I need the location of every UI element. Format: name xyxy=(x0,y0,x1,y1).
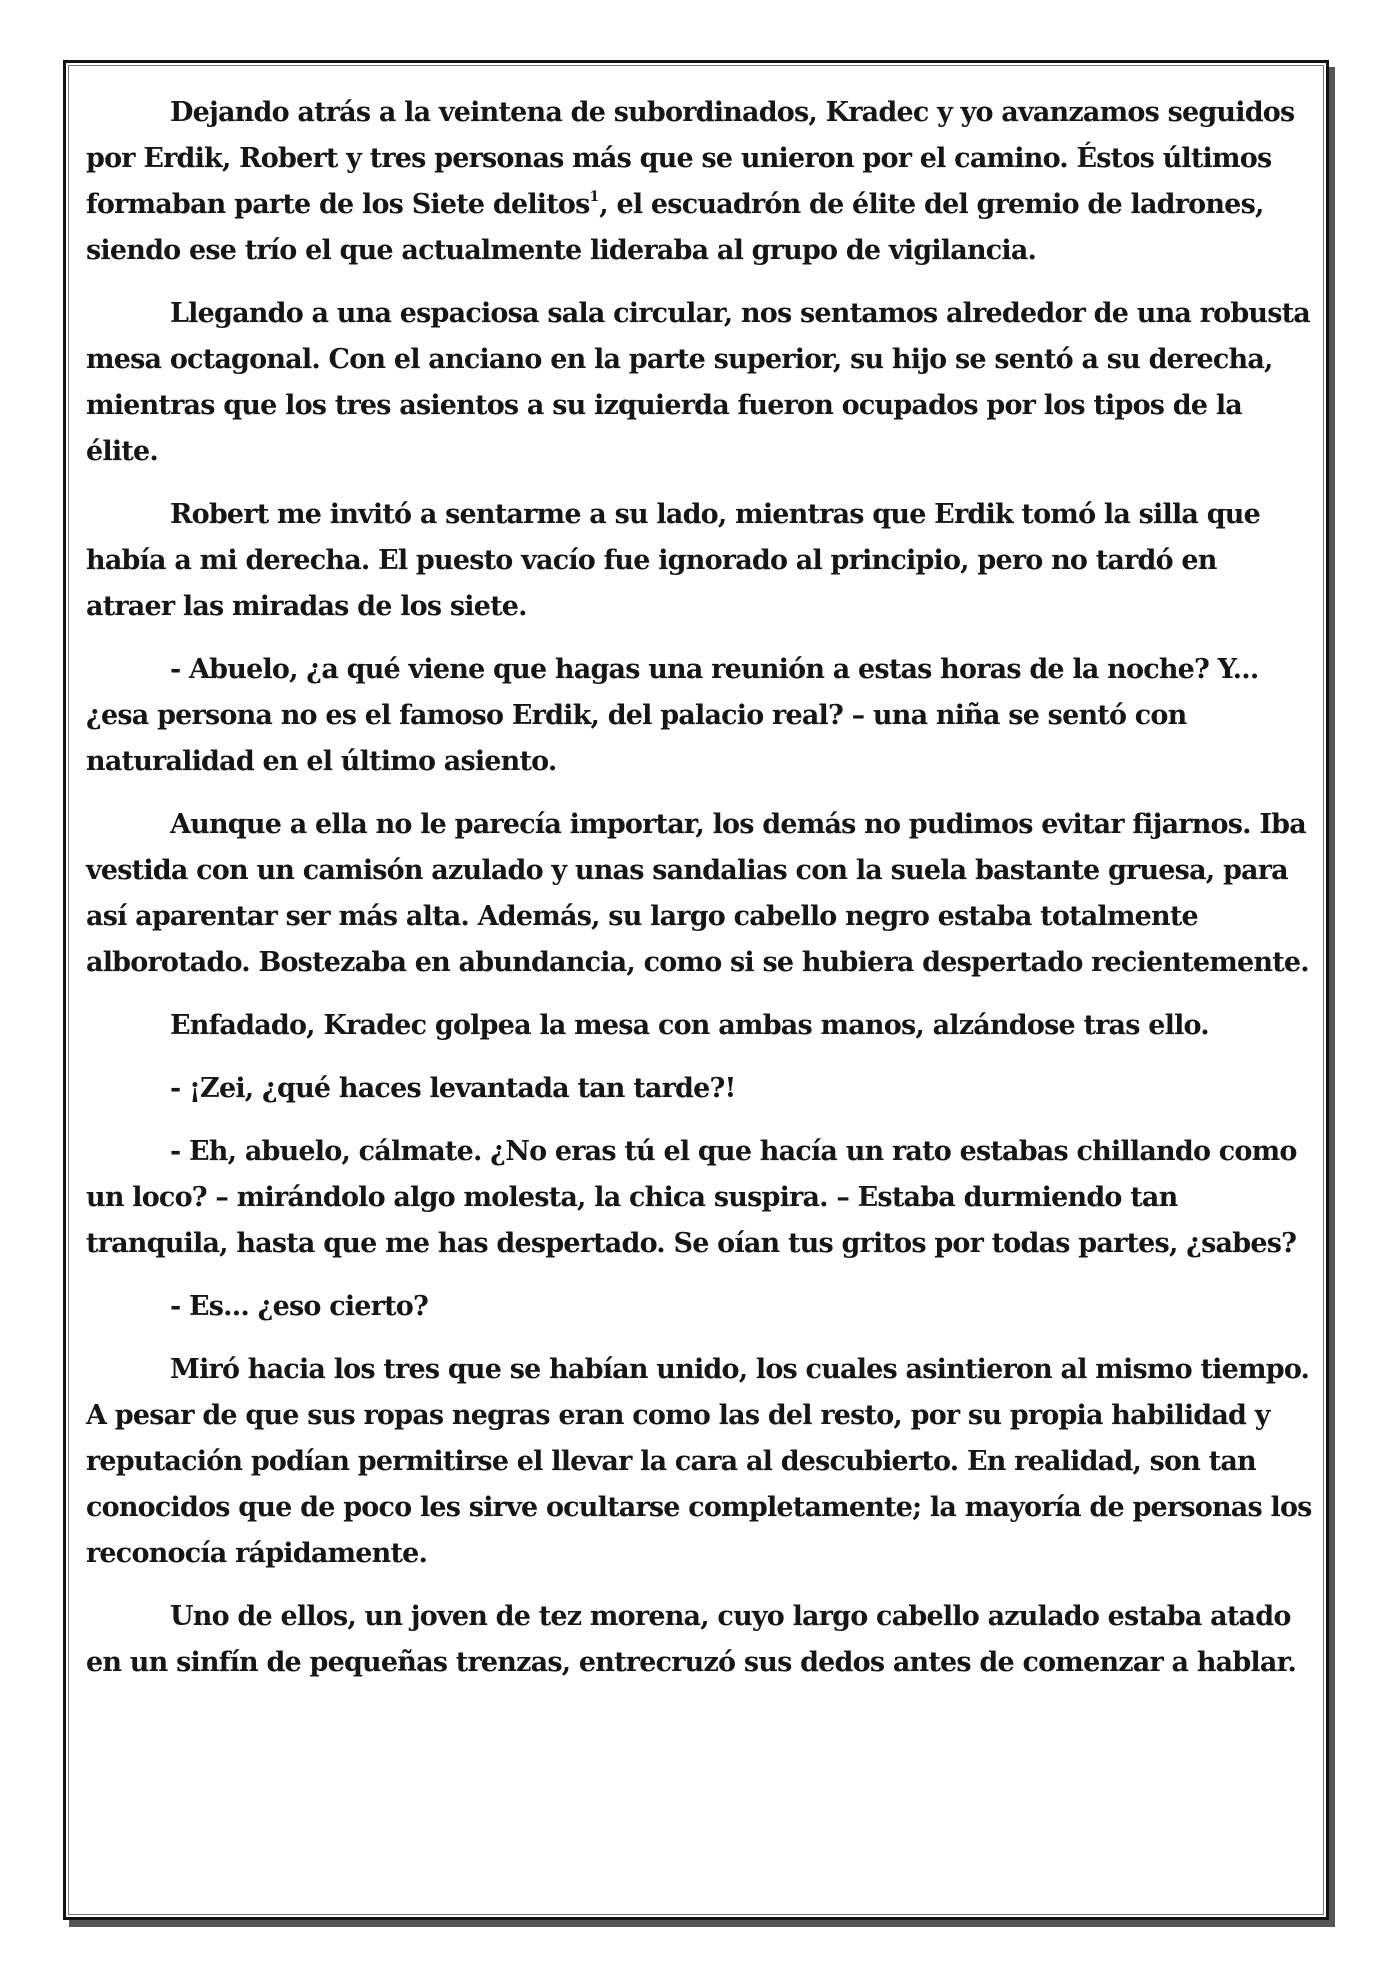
footnote-reference: 1 xyxy=(589,189,600,205)
paragraph-5: Aunque a ella no le parecía importar, los demás no pudimos evitar fijarnos. Iba vestida con un camisón azulado y unas sandalias con la suela bastante gruesa, para así aparentar ser más alta. Además, su largo cabello negro estaba totalmente alborotado. Bostezaba en abundancia, como si se hubiera despertado recientemente. xyxy=(86,809,1309,978)
paragraph-11: Uno de ellos, un joven de tez morena, cuyo largo cabello azulado estaba atado en un sinfín de pequeñas trenzas, entrecruzó sus dedos antes de comenzar a hablar. xyxy=(86,1601,1297,1678)
dialogue-line-1: - Abuelo, ¿a qué viene que hagas una reunión a estas horas de la noche? Y... ¿esa persona no es el famoso Erdik, del palacio real? – una niña se sentó con naturalidad en el último asiento. xyxy=(86,654,1259,777)
dialogue-line-4: - Es... ¿eso cierto? xyxy=(170,1291,428,1322)
dialogue-line-2: - ¡Zei, ¿qué haces levantada tan tarde?! xyxy=(170,1073,736,1104)
dialogue-line-3: - Eh, abuelo, cálmate. ¿No eras tú el que hacía un rato estabas chillando como un loco? – mirándolo algo molesta, la chica suspira. – Estaba durmiendo tan tranquila, hasta que me has despertado. Se oían tus gritos por todas partes, ¿sabes? xyxy=(86,1136,1297,1259)
paragraph-10: Miró hacia los tres que se habían unido, los cuales asintieron al mismo tiempo. A pesar de que sus ropas negras eran como las del resto, por su propia habilidad y reputación podían permitirse el llevar la cara al descubierto. En realidad, son tan conocidos que de poco les sirve ocultarse completamente; la mayoría de personas los reconocía rápidamente. xyxy=(86,1354,1312,1569)
paragraph-1-text-cont: , el escuadrón de élite del gremio de ladrones, siendo ese trío el que actualmente lideraba al grupo de vigilancia. xyxy=(86,189,1264,266)
paragraph-3: Robert me invitó a sentarme a su lado, mientras que Erdik tomó la silla que había a mi derecha. El puesto vacío fue ignorado al principio, pero no tardó en atraer las miradas de los siete. xyxy=(86,499,1260,622)
paragraph-6: Enfadado, Kradec golpea la mesa con ambas manos, alzándose tras ello. xyxy=(170,1010,1209,1041)
text-body xyxy=(86,90,1312,1703)
paragraph-2: Llegando a una espaciosa sala circular, nos sentamos alrededor de una robusta mesa octagonal. Con el anciano en la parte superior, su hijo se sentó a su derecha, mientras que los tres asientos a su izquierda fueron ocupados por los tipos de la élite. xyxy=(86,298,1311,467)
paragraph-1 xyxy=(86,90,1312,274)
page-frame xyxy=(63,60,1329,1920)
paragraph-1-text: Dejando atrás a la veintena de subordinados, Kradec y yo avanzamos seguidos por Erdik, Robert y tres personas más que se unieron por el camino. Éstos últimos formaban parte de los Siete delitos xyxy=(86,97,1295,220)
